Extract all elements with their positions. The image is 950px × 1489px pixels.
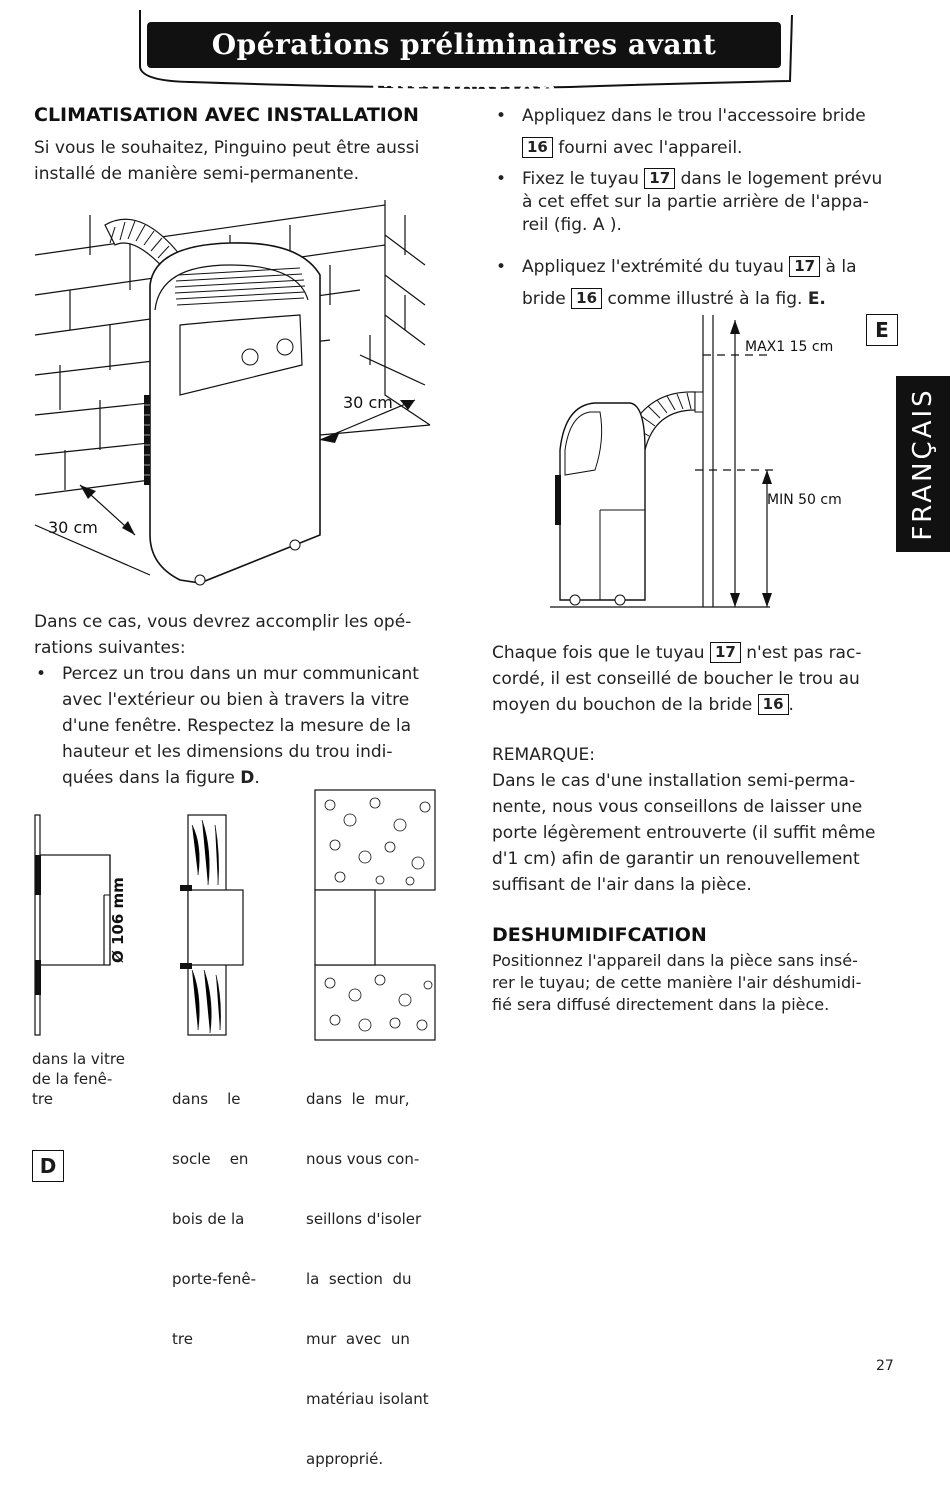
figure-e-hose-height — [545, 310, 875, 610]
figure-e-label: E — [866, 314, 898, 346]
remark-body: Dans le cas d'une installation semi-perma- nente, nous vous conseillons de laisser une porte légèrement entrouverte (il suffit même d'1 cm) afin de garantir un renouvellement suffisant de l'air dans la pièce. — [492, 771, 876, 895]
figure-d-mounting-options — [30, 785, 450, 1045]
remark-title: REMARQUE: — [492, 745, 595, 765]
reconnect-paragraph: Chaque fois que le tuyau 17 n'est pas rac- cordé, il est conseillé de boucher le trou au moyen du bouchon de la bride 16 . — [492, 643, 862, 715]
installation-illustration — [30, 195, 450, 595]
intro-line-2: installé de manière semi-permanente. — [34, 164, 360, 184]
page-number: 27 — [876, 1358, 894, 1374]
bullet-fix-hose: • Fixez le tuyau 17 dans le logement prévu à cet effet sur la partie arrière de l'appa- reil (fig. A ). — [522, 168, 882, 237]
min-height-label: MIN 50 cm — [767, 492, 842, 508]
caption-wall: dans le mur, nous vous con- seillons d'isoler la section du mur avec un matériau isolant approprié. — [306, 1090, 429, 1468]
intro-line-1: Si vous le souhaitez, Pinguino peut être aussi — [34, 138, 420, 158]
language-tab: FRANÇAIS — [896, 376, 950, 552]
operations-line-1: Dans ce cas, vous devrez accomplir les opé- — [34, 612, 412, 632]
clearance-label-left: 30 cm — [48, 518, 98, 537]
caption-window-glass: dans la vitre de la fenê- tre — [32, 1050, 125, 1108]
hole-diameter-label: Ø 106 mm — [109, 877, 127, 963]
caption-wood-sill: dans le socle en bois de la porte-fenê- tre — [172, 1090, 257, 1348]
section-heading-climatisation: CLIMATISATION AVEC INSTALLATION — [34, 104, 419, 126]
page-title: Opérations préliminaires avant l'utilisation — [147, 22, 781, 68]
bullet-drill-hole: • Percez un trou dans un mur communicant avec l'extérieur ou bien à travers la vitre d'une fenêtre. Respectez la mesure de la hauteur et les dimensions du trou indi- quées dans la figure D. — [62, 661, 419, 791]
operations-line-2: rations suivantes: — [34, 638, 186, 658]
bullet-attach-hose: • Appliquez l'extrémité du tuyau 17 à la bride 16 comme illustré à la fig. E. — [522, 251, 857, 315]
bullet-apply-flange: • Appliquez dans le trou l'accessoire bride 16 fourni avec l'appareil. — [522, 103, 866, 161]
deshumidification-body: Positionnez l'appareil dans la pièce sans insé- rer le tuyau; de cette manière l'air déshumidi- fié sera diffusé directement dans la pièce. — [492, 951, 862, 1014]
max-height-label: MAX1 15 cm — [745, 339, 834, 355]
section-heading-deshumidification: DESHUMIDIFCATION — [492, 924, 707, 946]
figure-d-label: D — [32, 1150, 64, 1182]
clearance-label-right: 30 cm — [343, 393, 393, 412]
